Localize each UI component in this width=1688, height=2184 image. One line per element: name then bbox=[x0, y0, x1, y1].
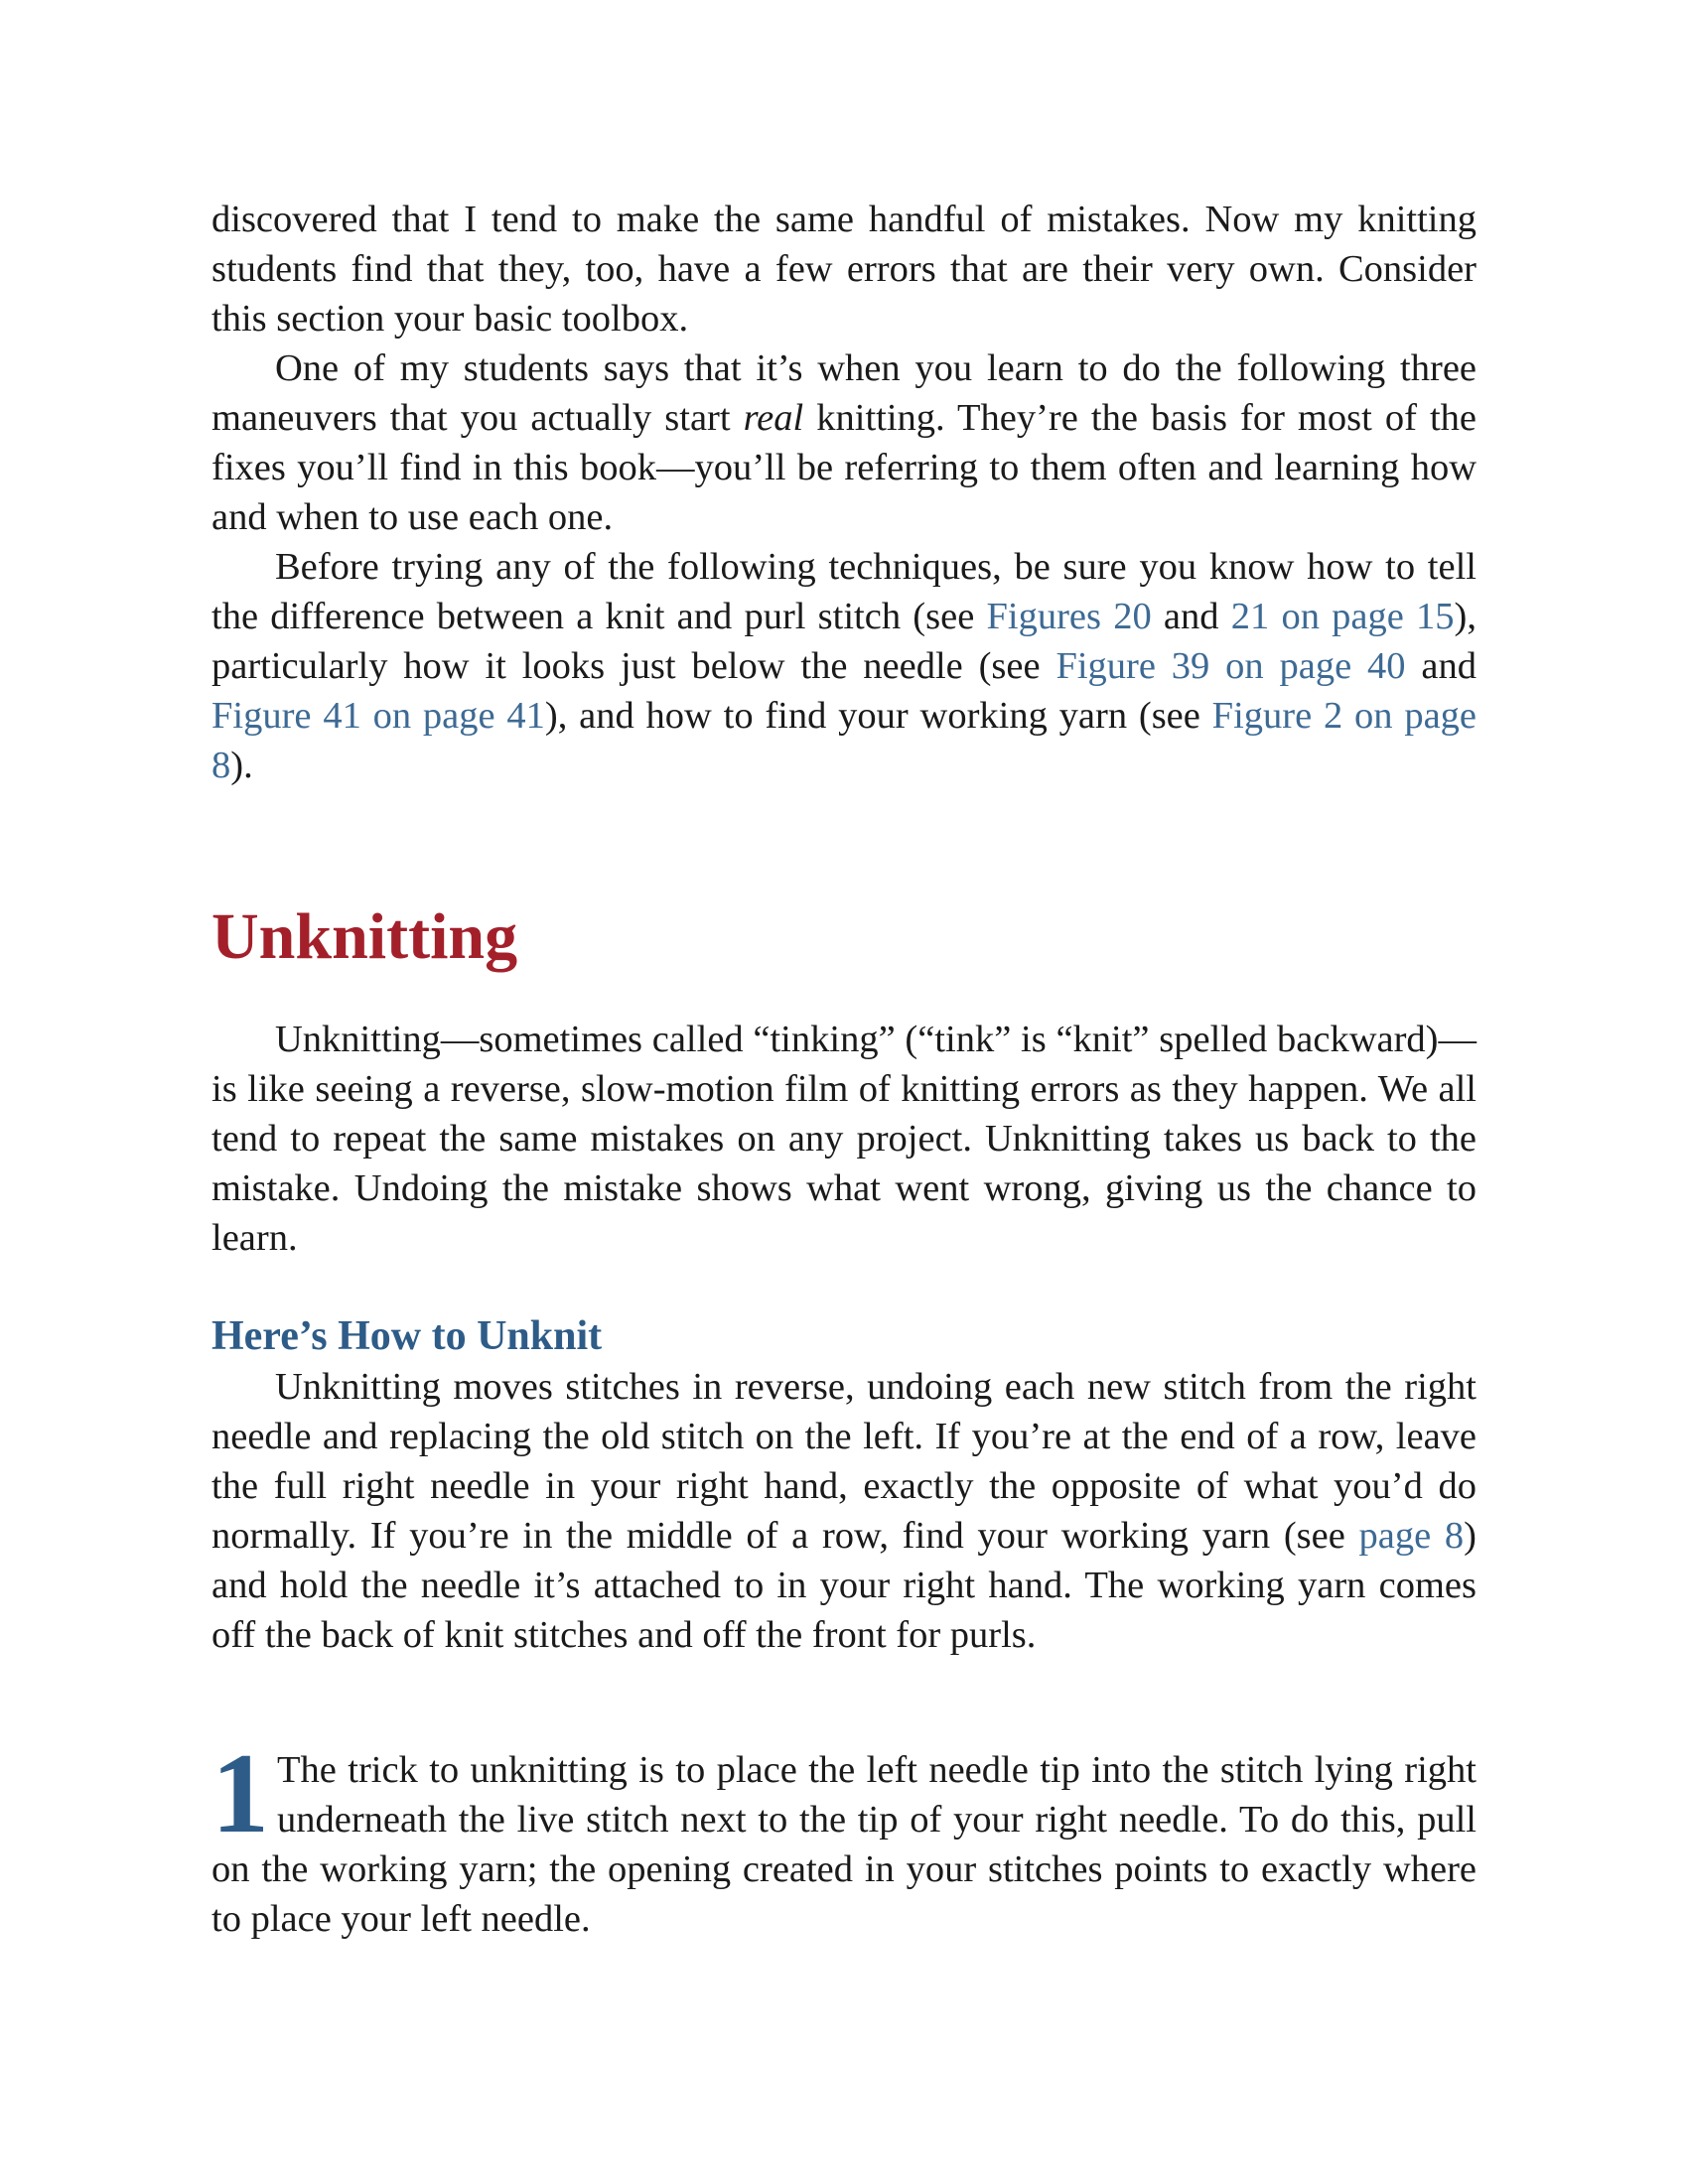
paragraph-text: discovered that I tend to make the same handful of mistakes. Now my knitting students find that they, too, have a few errors that are their very own. Consider this section your basic toolbox. bbox=[211, 199, 1477, 340]
page-content bbox=[211, 195, 1477, 1944]
link-figure-2-page-8[interactable]: Figure 2 on page 8 bbox=[211, 695, 1477, 786]
paragraph-text: Unknitting moves stitches in reverse, undoing each new stitch from the right needle and replacing the old stitch on the left. If you’re at the end of a row, leave the full right needle in your right hand, exactly the opposite of what you’d do normally. If you’re in the middle of a row, find your working yarn (see bbox=[211, 1366, 1477, 1557]
link-figure-41-page-41[interactable]: Figure 41 on page 41 bbox=[211, 695, 545, 737]
paragraph-text: ), particularly how it looks just below the needle (see bbox=[211, 596, 1477, 687]
link-page-8[interactable]: page 8 bbox=[1358, 1515, 1465, 1557]
paragraph-text: ). bbox=[230, 745, 253, 786]
paragraph-before-trying bbox=[211, 542, 1477, 790]
paragraph-text: Unknitting—sometimes called “tinking” (“tink” is “knit” spelled backward)—is like seeing a reverse, slow-motion film of knitting errors as they happen. We all tend to repeat the same mistakes on any project. Unknitting takes us back to the mistake. Undoing the mistake shows what went wrong, giving us the chance to learn. bbox=[211, 1019, 1477, 1259]
step-text: The trick to unknitting is to place the left needle tip into the stitch lying right underneath the live stitch next to the tip of your right needle. To do this, pull on the working yarn; the opening created in your stitches points to exactly where to place your left needle. bbox=[211, 1749, 1477, 1940]
link-figure-21-page-15[interactable]: 21 on page 15 bbox=[1230, 596, 1455, 637]
paragraph-text: ) and hold the needle it’s attached to in your right hand. The working yarn comes off the back of knit stitches and off the front for purls. bbox=[211, 1515, 1477, 1656]
link-figures-20[interactable]: Figures 20 bbox=[986, 596, 1152, 637]
paragraph-text: knitting. They’re the basis for most of the fixes you’ll find in this book—you’ll be referring to them often and learning how and when to use each one. bbox=[211, 397, 1477, 538]
paragraph-text: and bbox=[1151, 596, 1231, 637]
paragraph-text: ), and how to find your working yarn (see bbox=[544, 695, 1212, 737]
paragraph-maneuvers bbox=[211, 343, 1477, 542]
paragraph-intro bbox=[211, 1015, 1477, 1263]
paragraph-howto bbox=[211, 1362, 1477, 1660]
paragraph-text: and bbox=[1405, 645, 1477, 687]
section-heading: Unknitting bbox=[211, 900, 518, 973]
paragraph-text: Before trying any of the following techniques, be sure you know how to tell the difference between a knit and purl stitch (see bbox=[211, 546, 1477, 637]
step-number-dropcap: 1 bbox=[211, 1730, 269, 1857]
emphasis-real: real bbox=[743, 397, 804, 439]
step-1 bbox=[211, 1730, 1477, 1944]
subsection-heading: Here’s How to Unknit bbox=[211, 1313, 603, 1359]
paragraph-text: One of my students says that it’s when you learn to do the following three maneuvers that you actually start bbox=[211, 347, 1477, 439]
paragraph-continuation bbox=[211, 195, 1477, 343]
link-figure-39-page-40[interactable]: Figure 39 on page 40 bbox=[1055, 645, 1406, 687]
